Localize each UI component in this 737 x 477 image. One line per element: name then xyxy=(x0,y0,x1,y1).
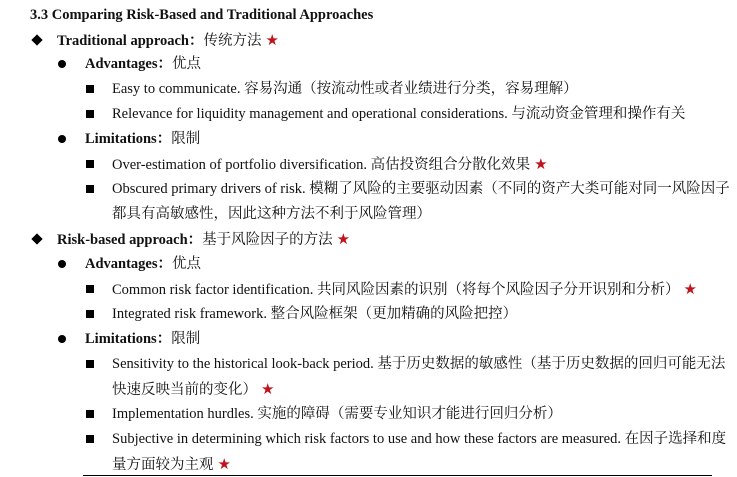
advantages-label: Advantages： xyxy=(85,56,173,72)
limitations-label: Limitations： xyxy=(85,131,172,147)
star-icon: ★ xyxy=(534,155,548,173)
traditional-heading xyxy=(57,31,279,50)
risk-based-heading-label: Risk-based approach： xyxy=(57,232,203,248)
risk-based-advantage-2: Integrated risk framework. 整合风险框架（更加精确的风险把控） xyxy=(112,306,518,322)
square-bullet-icon xyxy=(86,410,94,418)
risk-based-limitations-heading xyxy=(85,330,200,348)
traditional-limitation-2-line-2: 都具有高敏感性，因此这种方法不利于风险管理） xyxy=(112,206,431,222)
square-bullet-icon xyxy=(86,185,94,193)
traditional-heading-label: Traditional approach： xyxy=(57,33,204,49)
traditional-advantage-2: Relevance for liquidity management and operational considerations. 与流动资金管理和操作有关 xyxy=(112,106,686,122)
advantages-label: Advantages： xyxy=(85,256,173,272)
risk-based-limitation-2: Implementation hurdles. 实施的障碍（需要专业知识才能进行回归分析） xyxy=(112,406,562,422)
traditional-advantages-heading xyxy=(85,55,201,73)
square-bullet-icon xyxy=(86,160,94,168)
dot-bullet-icon xyxy=(58,135,66,143)
risk-based-advantage-1 xyxy=(112,280,697,299)
star-icon: ★ xyxy=(217,455,231,473)
risk-based-advantages-heading xyxy=(85,255,201,273)
square-bullet-icon xyxy=(86,435,94,443)
risk-based-limitation-1-line-1: Sensitivity to the historical look-back period. 基于历史数据的敏感性（基于历史数据的回归可能无法 xyxy=(112,356,726,372)
risk-based-heading-cn: 基于风险因子的方法 xyxy=(202,232,333,248)
risk-based-limitation-3-line-2 xyxy=(112,455,231,474)
square-bullet-icon xyxy=(86,285,94,293)
traditional-limitation-1 xyxy=(112,155,548,174)
square-bullet-icon xyxy=(86,110,94,118)
risk-based-limitation-3-line-2-text: 量方面较为主观 xyxy=(112,457,214,473)
limitations-label: Limitations： xyxy=(85,331,172,347)
risk-based-limitation-1-line-2 xyxy=(112,380,274,399)
traditional-limitations-heading xyxy=(85,130,200,148)
star-icon: ★ xyxy=(336,230,351,248)
advantages-cn: 优点 xyxy=(172,56,202,72)
dot-bullet-icon xyxy=(58,260,66,268)
risk-based-limitation-1-line-2-text: 快速反映当前的变化） xyxy=(112,382,257,398)
star-icon: ★ xyxy=(265,31,279,49)
square-bullet-icon xyxy=(86,310,94,318)
dot-bullet-icon xyxy=(58,335,66,343)
limitations-cn: 限制 xyxy=(171,331,201,347)
risk-based-limitation-3-line-1: Subjective in determining which risk factors to use and how these factors are measured. 在因子选择和度 xyxy=(112,431,727,447)
star-icon: ★ xyxy=(683,280,697,298)
traditional-limitation-2-line-1: Obscured primary drivers of risk. 模糊了风险的主要驱动因素（不同的资产大类可能对同一风险因子 xyxy=(112,181,730,197)
limitations-cn: 限制 xyxy=(171,131,201,147)
square-bullet-icon xyxy=(86,85,94,93)
traditional-limitation-1-text: Over-estimation of portfolio diversification. 高估投资组合分散化效果 xyxy=(112,157,531,173)
risk-based-heading xyxy=(57,230,350,249)
diamond-bullet-icon xyxy=(31,34,42,45)
traditional-advantage-1: Easy to communicate. 容易沟通（按流动性或者业绩进行分类，容易理解） xyxy=(112,81,578,97)
dot-bullet-icon xyxy=(58,60,66,68)
diamond-bullet-icon xyxy=(31,233,42,244)
risk-based-advantage-1-text: Common risk factor identification. 共同风险因素的识别（将每个风险因子分开识别和分析） xyxy=(112,282,680,298)
section-title: 3.3 Comparing Risk-Based and Traditional Approaches xyxy=(30,7,374,23)
star-icon: ★ xyxy=(261,380,275,398)
bottom-rule-divider xyxy=(83,475,712,476)
advantages-cn: 优点 xyxy=(172,256,202,272)
traditional-heading-cn: 传统方法 xyxy=(203,33,262,49)
square-bullet-icon xyxy=(86,360,94,368)
